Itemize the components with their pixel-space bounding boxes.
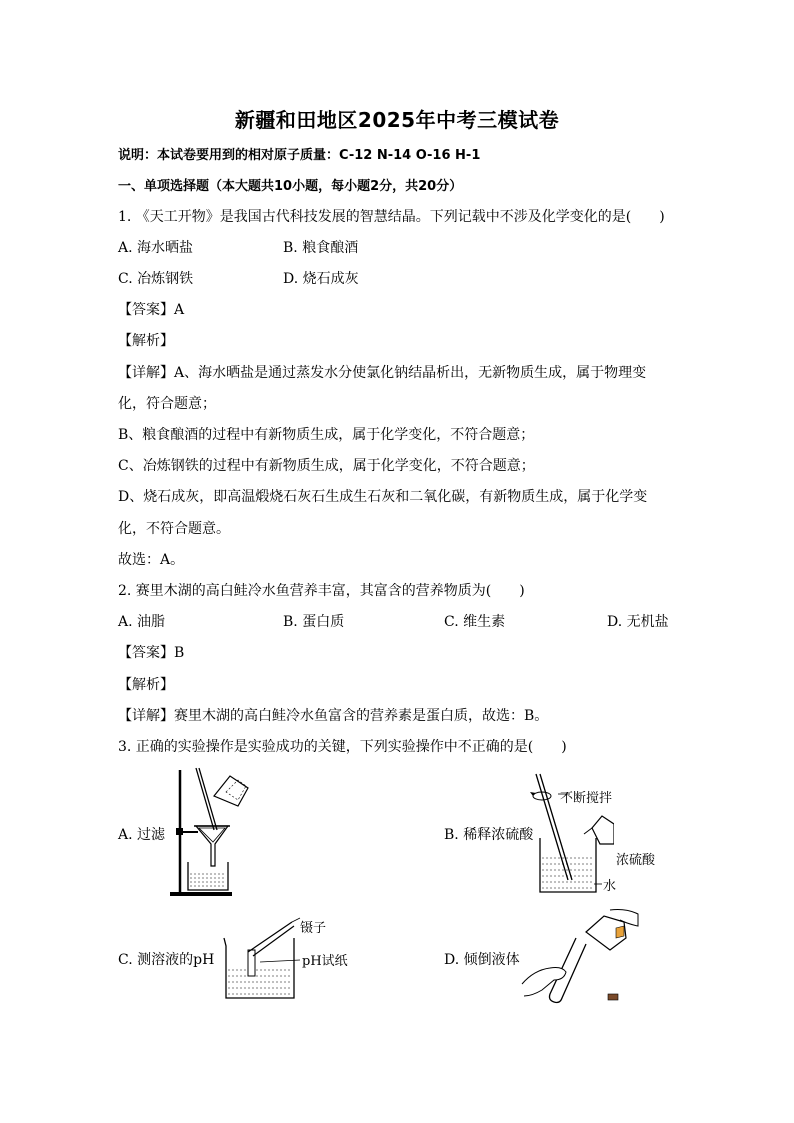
q1-detail-line: C、冶炼钢铁的过程中有新物质生成，属于化学变化，不符合题意； [118, 458, 535, 474]
water-label: 水 [603, 879, 617, 894]
question-3-stem: 3. 正确的实验操作是实验成功的关键，下列实验操作中不正确的是( ) [118, 739, 567, 755]
q1-option-d: D. 烧石成灰 [283, 271, 359, 287]
pouring-liquid-figure [520, 908, 640, 1004]
q2-option-a: A. 油脂 [118, 614, 166, 630]
question-2-stem: 2. 赛里木湖的高白鲑冷水鱼营养丰富，其富含的营养物质为( ) [118, 583, 525, 599]
q3-option-a: A. 过滤 [118, 827, 166, 843]
section-heading: 一、单项选择题（本大题共10小题，每小题2分，共20分） [118, 179, 463, 194]
q2-detail: 【详解】赛里木湖的高白鲑冷水鱼富含的营养素是蛋白质，故选：B。 [118, 708, 549, 724]
q1-detail-line: 化，不符合题意。 [118, 521, 230, 537]
q1-detail-line: B、粮食酿酒的过程中有新物质生成，属于化学变化，不符合题意； [118, 427, 535, 443]
q1-answer: 【答案】A [118, 302, 185, 318]
exam-note: 说明：本试卷要用到的相对原子质量：C-12 N-14 O-16 H-1 [118, 148, 481, 163]
q3-option-b: B. 稀释浓硫酸 [444, 827, 534, 843]
acid-label: 浓硫酸 [616, 853, 656, 868]
q1-analysis-heading: 【解析】 [118, 333, 174, 349]
q1-option-a: A. 海水晒盐 [118, 240, 194, 256]
q1-detail-line: 【详解】A、海水晒盐是通过蒸发水分使氯化钠结晶析出，无新物质生成，属于物理变 [118, 365, 647, 381]
q3-option-c: C. 测溶液的pH [118, 952, 215, 968]
q1-option-b: B. 粮食酿酒 [283, 240, 359, 256]
ph-paper-label: pH试纸 [302, 954, 348, 969]
page-title: 新疆和田地区2025年中考三模试卷 [234, 108, 560, 132]
q1-option-c: C. 冶炼钢铁 [118, 271, 194, 287]
tweezers-label: 镊子 [300, 921, 327, 936]
q1-detail-line: 化，符合题意； [118, 396, 216, 412]
filtration-apparatus-figure [168, 766, 258, 898]
q1-detail-line: D、烧石成灰，即高温煅烧石灰石生成生石灰和二氧化碳，有新物质生成，属于化学变 [118, 489, 648, 505]
q2-option-c: C. 维生素 [444, 614, 506, 630]
ph-test-figure [220, 916, 304, 1002]
q2-option-d: D. 无机盐 [607, 614, 669, 630]
q2-analysis-heading: 【解析】 [118, 677, 174, 693]
q2-answer: 【答案】B [118, 645, 185, 661]
stir-label: 不断搅拌 [560, 791, 613, 806]
question-1-stem: 1. 《天工开物》是我国古代科技发展的智慧结晶。下列记载中不涉及化学变化的是( ) [118, 209, 665, 225]
q1-detail-line: 故选：A。 [118, 552, 185, 568]
q2-option-b: B. 蛋白质 [283, 614, 345, 630]
q3-option-d: D. 倾倒液体 [444, 952, 520, 968]
